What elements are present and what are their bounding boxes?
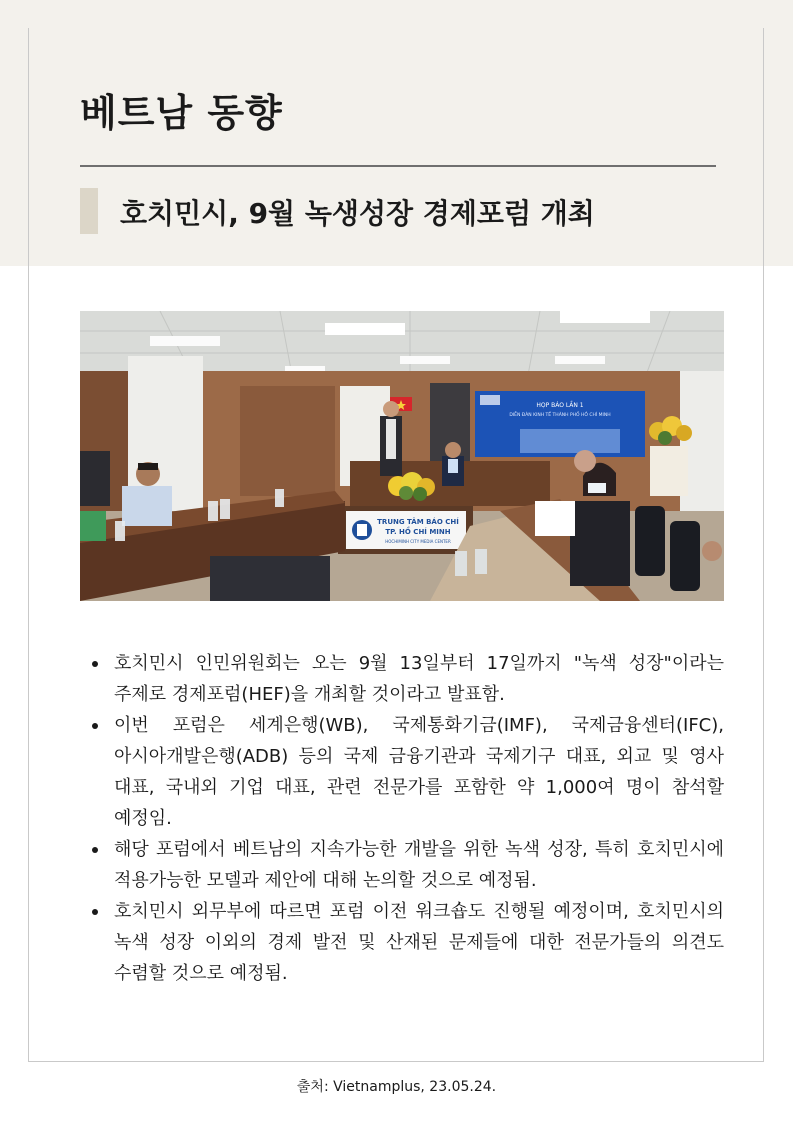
bullet-dot-icon bbox=[92, 847, 98, 853]
article-bullet-list bbox=[88, 648, 724, 989]
bullet-text: 해당 포럼에서 베트남의 지속가능한 개발을 위한 녹색 성장, 특히 호치민시에 적용가능한 모델과 제안에 대해 논의할 것으로 예정됨. bbox=[114, 839, 724, 891]
page-title: 베트남 동향 bbox=[80, 91, 283, 135]
podium-line-3: HOCHIMINH CITY MEDIA CENTER bbox=[385, 539, 451, 544]
bullet-item bbox=[88, 710, 724, 834]
source-citation: 출처: Vietnamplus, 23.05.24. bbox=[296, 1079, 497, 1095]
bullet-item bbox=[88, 648, 724, 710]
subtitle-accent-bar bbox=[80, 188, 98, 234]
screen-subheading: DIỄN ĐÀN KINH TẾ THÀNH PHỐ HỒ CHÍ MINH bbox=[509, 413, 611, 418]
bullet-text: 이번 포럼은 세계은행(WB), 국제통화기금(IMF), 국제금융센터(IFC), 아시아개발은행(ADB) 등의 국제 금융기관과 국제기구 대표, 외교 및 영사 대표, 국내외 기업 대표, 관련 전문가를 포함한 약 1,000여 명이 참석할 예정임. bbox=[114, 715, 724, 829]
bullet-item bbox=[88, 896, 724, 989]
bullet-item bbox=[88, 834, 724, 896]
title-divider bbox=[80, 165, 716, 167]
press-conference-photo bbox=[80, 311, 724, 601]
bullet-text: 호치민시 외무부에 따르면 포럼 이전 워크숍도 진행될 예정이며, 호치민시의 녹색 성장 이외의 경제 발전 및 산재된 문제들에 대한 전문가들의 의견도 수렴할 것으로 예정됨. bbox=[114, 901, 724, 984]
bullet-dot-icon bbox=[92, 909, 98, 915]
screen-heading: HỌP BÁO LẦN 1 bbox=[536, 402, 584, 409]
podium-line-2: TP. HỒ CHÍ MINH bbox=[385, 528, 451, 536]
bullet-dot-icon bbox=[92, 661, 98, 667]
article-subtitle: 호치민시, 9월 녹생성장 경제포럼 개최 bbox=[120, 197, 595, 230]
bullet-text: 호치민시 인민위원회는 오는 9월 13일부터 17일까지 "녹색 성장"이라는 주제로 경제포럼(HEF)을 개최할 것이라고 발표함. bbox=[114, 653, 724, 705]
bullet-dot-icon bbox=[92, 723, 98, 729]
podium-line-1: TRUNG TÂM BÁO CHÍ bbox=[377, 518, 459, 526]
